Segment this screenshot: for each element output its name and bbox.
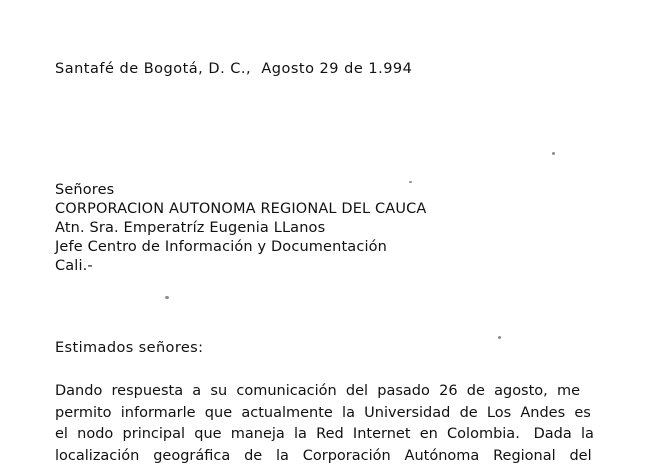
addressee-line-3: Atn. Sra. Emperatríz Eugenia LLanos [55, 219, 325, 238]
addressee-line-2: CORPORACION AUTONOMA REGIONAL DEL CAUCA [55, 200, 426, 219]
scan-speck-icon [165, 296, 169, 299]
salutation: Estimados señores: [55, 339, 203, 358]
scan-speck-icon [498, 336, 501, 339]
scan-speck-icon [409, 181, 412, 183]
addressee-line-4: Jefe Centro de Información y Documentación [55, 238, 387, 257]
addressee-line-5: Cali.- [55, 257, 93, 276]
date-line: Santafé de Bogotá, D. C., Agosto 29 de 1.994 [55, 60, 412, 79]
scan-speck-icon [552, 152, 555, 155]
addressee-line-1: Señores [55, 181, 114, 200]
body-paragraph [55, 381, 611, 467]
body-line-2: permito informarle que actualmente la Universidad de Los Andes es [55, 403, 611, 425]
body-line-1: Dando respuesta a su comunicación del pasado 26 de agosto, me [55, 381, 611, 403]
body-line-3: el nodo principal que maneja la Red Internet en Colombia. Dada la [55, 424, 611, 446]
body-line-4: localización geográfica de la Corporación Autónoma Regional del [55, 446, 611, 467]
